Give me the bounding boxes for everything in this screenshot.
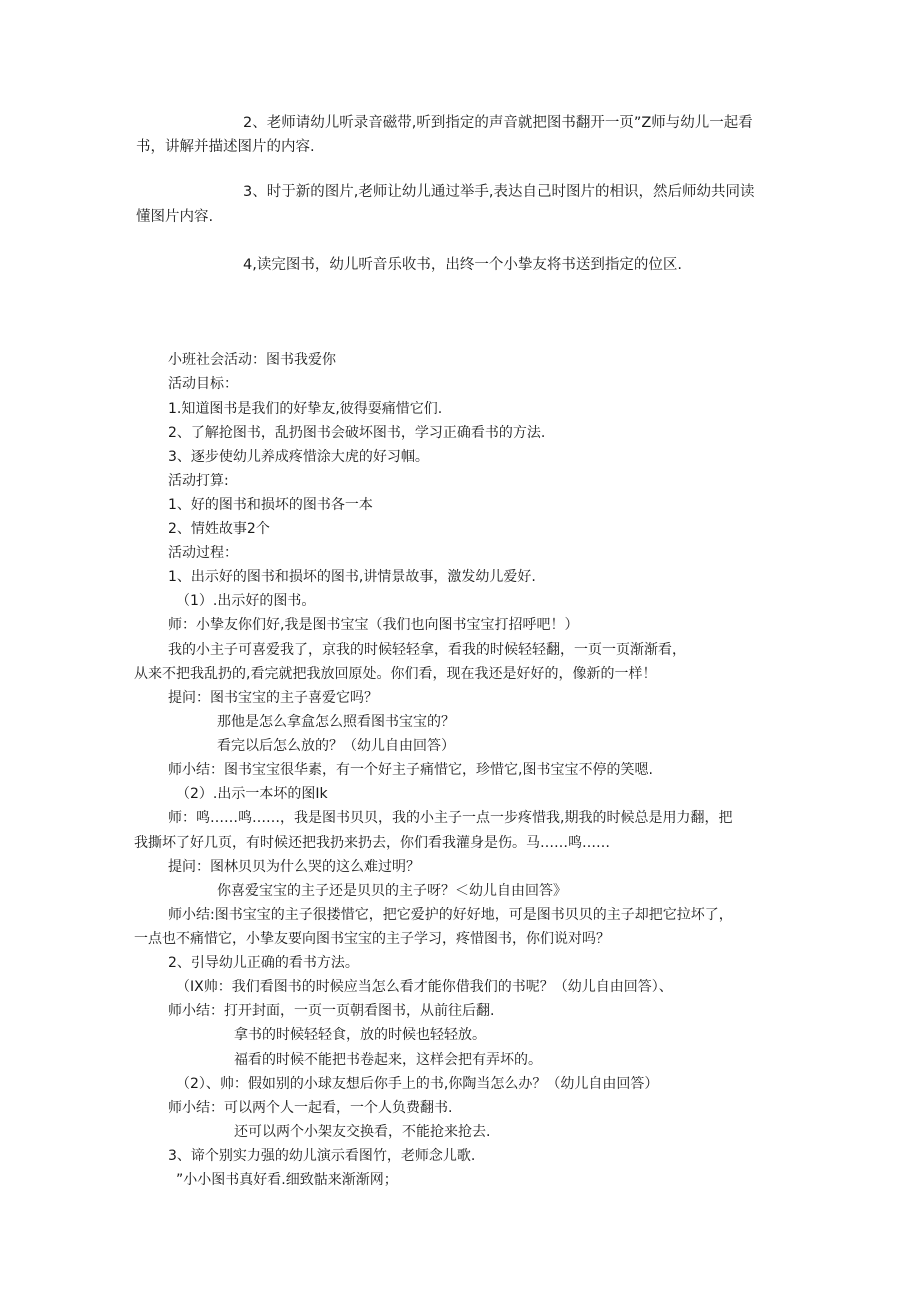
question-1-c: 看完以后怎么放的？（幼儿自由回答） (217, 738, 455, 754)
summary-3-c: 福看的时候不能把书卷起来，这样会把有弄坏的。 (234, 1052, 542, 1068)
story-line-2: 从来不把我乱扔的,看完就把我放回原处。你们看，现在我还是好好的，像新的一样！ (134, 666, 657, 682)
summary-2-b: 一点也不痛惜它，小挚友要向图书宝宝的主子学习，疼惜图书，你们说对吗？ (134, 931, 610, 947)
question-1-b: 那他是怎么拿盒怎么照看图书宝宝的？ (217, 714, 455, 730)
goal-3: 3、逐步使幼儿养成疼惜涂大虎的好习帼。 (168, 449, 429, 465)
step-1-1: （1）.出示好的图书。 (176, 593, 316, 609)
step-3: 3、谛个别实力强的幼儿演示看图竹，老师念儿歌. (168, 1148, 476, 1164)
lesson-title: 小班社会活动：图书我爱你 (168, 352, 336, 368)
prep-item-1: 1、好的图书和损坏的图书各一本 (168, 497, 373, 513)
prep-item-2: 2、情姓故事2个 (168, 521, 270, 537)
summary-3: 师小结：打开封面，一页一页朝看图书，从前往后翻. (168, 1003, 495, 1019)
summary-4: 师小结：可以两个人一起看，一个人负费翻书. (168, 1100, 453, 1116)
intro-paragraph-3-line-2: 懂图片内容. (136, 209, 214, 225)
summary-2: 师小结:图书宝宝的主子很搂惜它，把它爱护的好好地，可是图书贝贝的主子却把它拉坏了， (168, 907, 733, 923)
step-2: 2、引导幼儿正确的看书方法。 (168, 955, 359, 971)
intro-paragraph-2-line-2: 书，讲解并描述图片的内容. (136, 139, 315, 155)
goal-1: 1.知道图书是我们的好挚友,彼得耍痛惜它们. (168, 401, 443, 417)
step-1-2: （2）.出示一本坏的图Ik (176, 786, 328, 802)
teacher-line-2: 师：鸣……鸣……，我是图书贝贝，我的小主子一点一步疼惜我,期我的时候总是用力翻，把 (168, 810, 733, 826)
goal-2: 2、了解抢图书，乱扔图书会破坏图书，学习正确看书的方法. (168, 425, 546, 441)
summary-1: 师小结：图书宝宝很华素，有一个好主子痛惜它，珍惜它,图书宝宝不停的笑嗯. (168, 762, 653, 778)
teacher-line-2-b: 我撕坏了好几页，有时候还把我扔来扔去，你们看我灌身是伤。马……鸣…… (134, 835, 610, 851)
summary-3-b: 拿书的时候轻轻食，放的时候也轻轻放。 (234, 1027, 486, 1043)
teacher-line-1: 师：小挚友你们好,我是图书宝宝（我们也向图书宝宝打招呼吧！） (168, 617, 579, 633)
question-2: 提问：图林贝贝为什么哭的这么难过明？ (168, 859, 420, 875)
intro-paragraph-3-line-1: 3、时于新的图片,老师让幼儿通过举手,表达自己时图片的相识，然后师幼共同读 (243, 184, 755, 200)
story-line-1: 我的小主子可喜爱我了，京我的时候轻轻拿，看我的时候轻轻翻，一页一页渐渐看， (168, 642, 686, 658)
intro-paragraph-4-line-1: 4,读完图书，幼儿听音乐收书，出终一个小挚友将书送到指定的位区. (243, 257, 682, 273)
goals-heading: 活动目标： (168, 376, 238, 392)
question-4: （2）、帅：假如别的小球友想后你手上的书,你陶当怎么办？（幼儿自由回答） (176, 1076, 659, 1092)
step-1: 1、出示好的图书和损坏的图书,讲情景故事，激发幼儿爱好. (168, 569, 536, 585)
question-3: （IX帅：我们看图书的时候应当怎么看才能你借我们的书呢？（幼儿自由回答）、 (176, 979, 673, 995)
summary-4-b: 还可以两个小架友交换看，不能抢来抢去. (234, 1124, 491, 1140)
prep-heading: 活动打算: (168, 473, 229, 489)
process-heading: 活动过程： (168, 545, 238, 561)
intro-paragraph-2-line-1: 2、老师请幼儿听录音磁带,听到指定的声音就把图书翻开一页”Z师与幼儿一起看 (243, 115, 753, 131)
question-2-b: 你喜爱宝宝的主子还是贝贝的主子呀？＜幼儿自由回答》 (217, 883, 567, 899)
question-1: 提问：图书宝宝的主子喜爱它吗？ (168, 690, 378, 706)
song-line-1: ”小小图书真好看.细致骷来渐渐网； (176, 1172, 398, 1188)
